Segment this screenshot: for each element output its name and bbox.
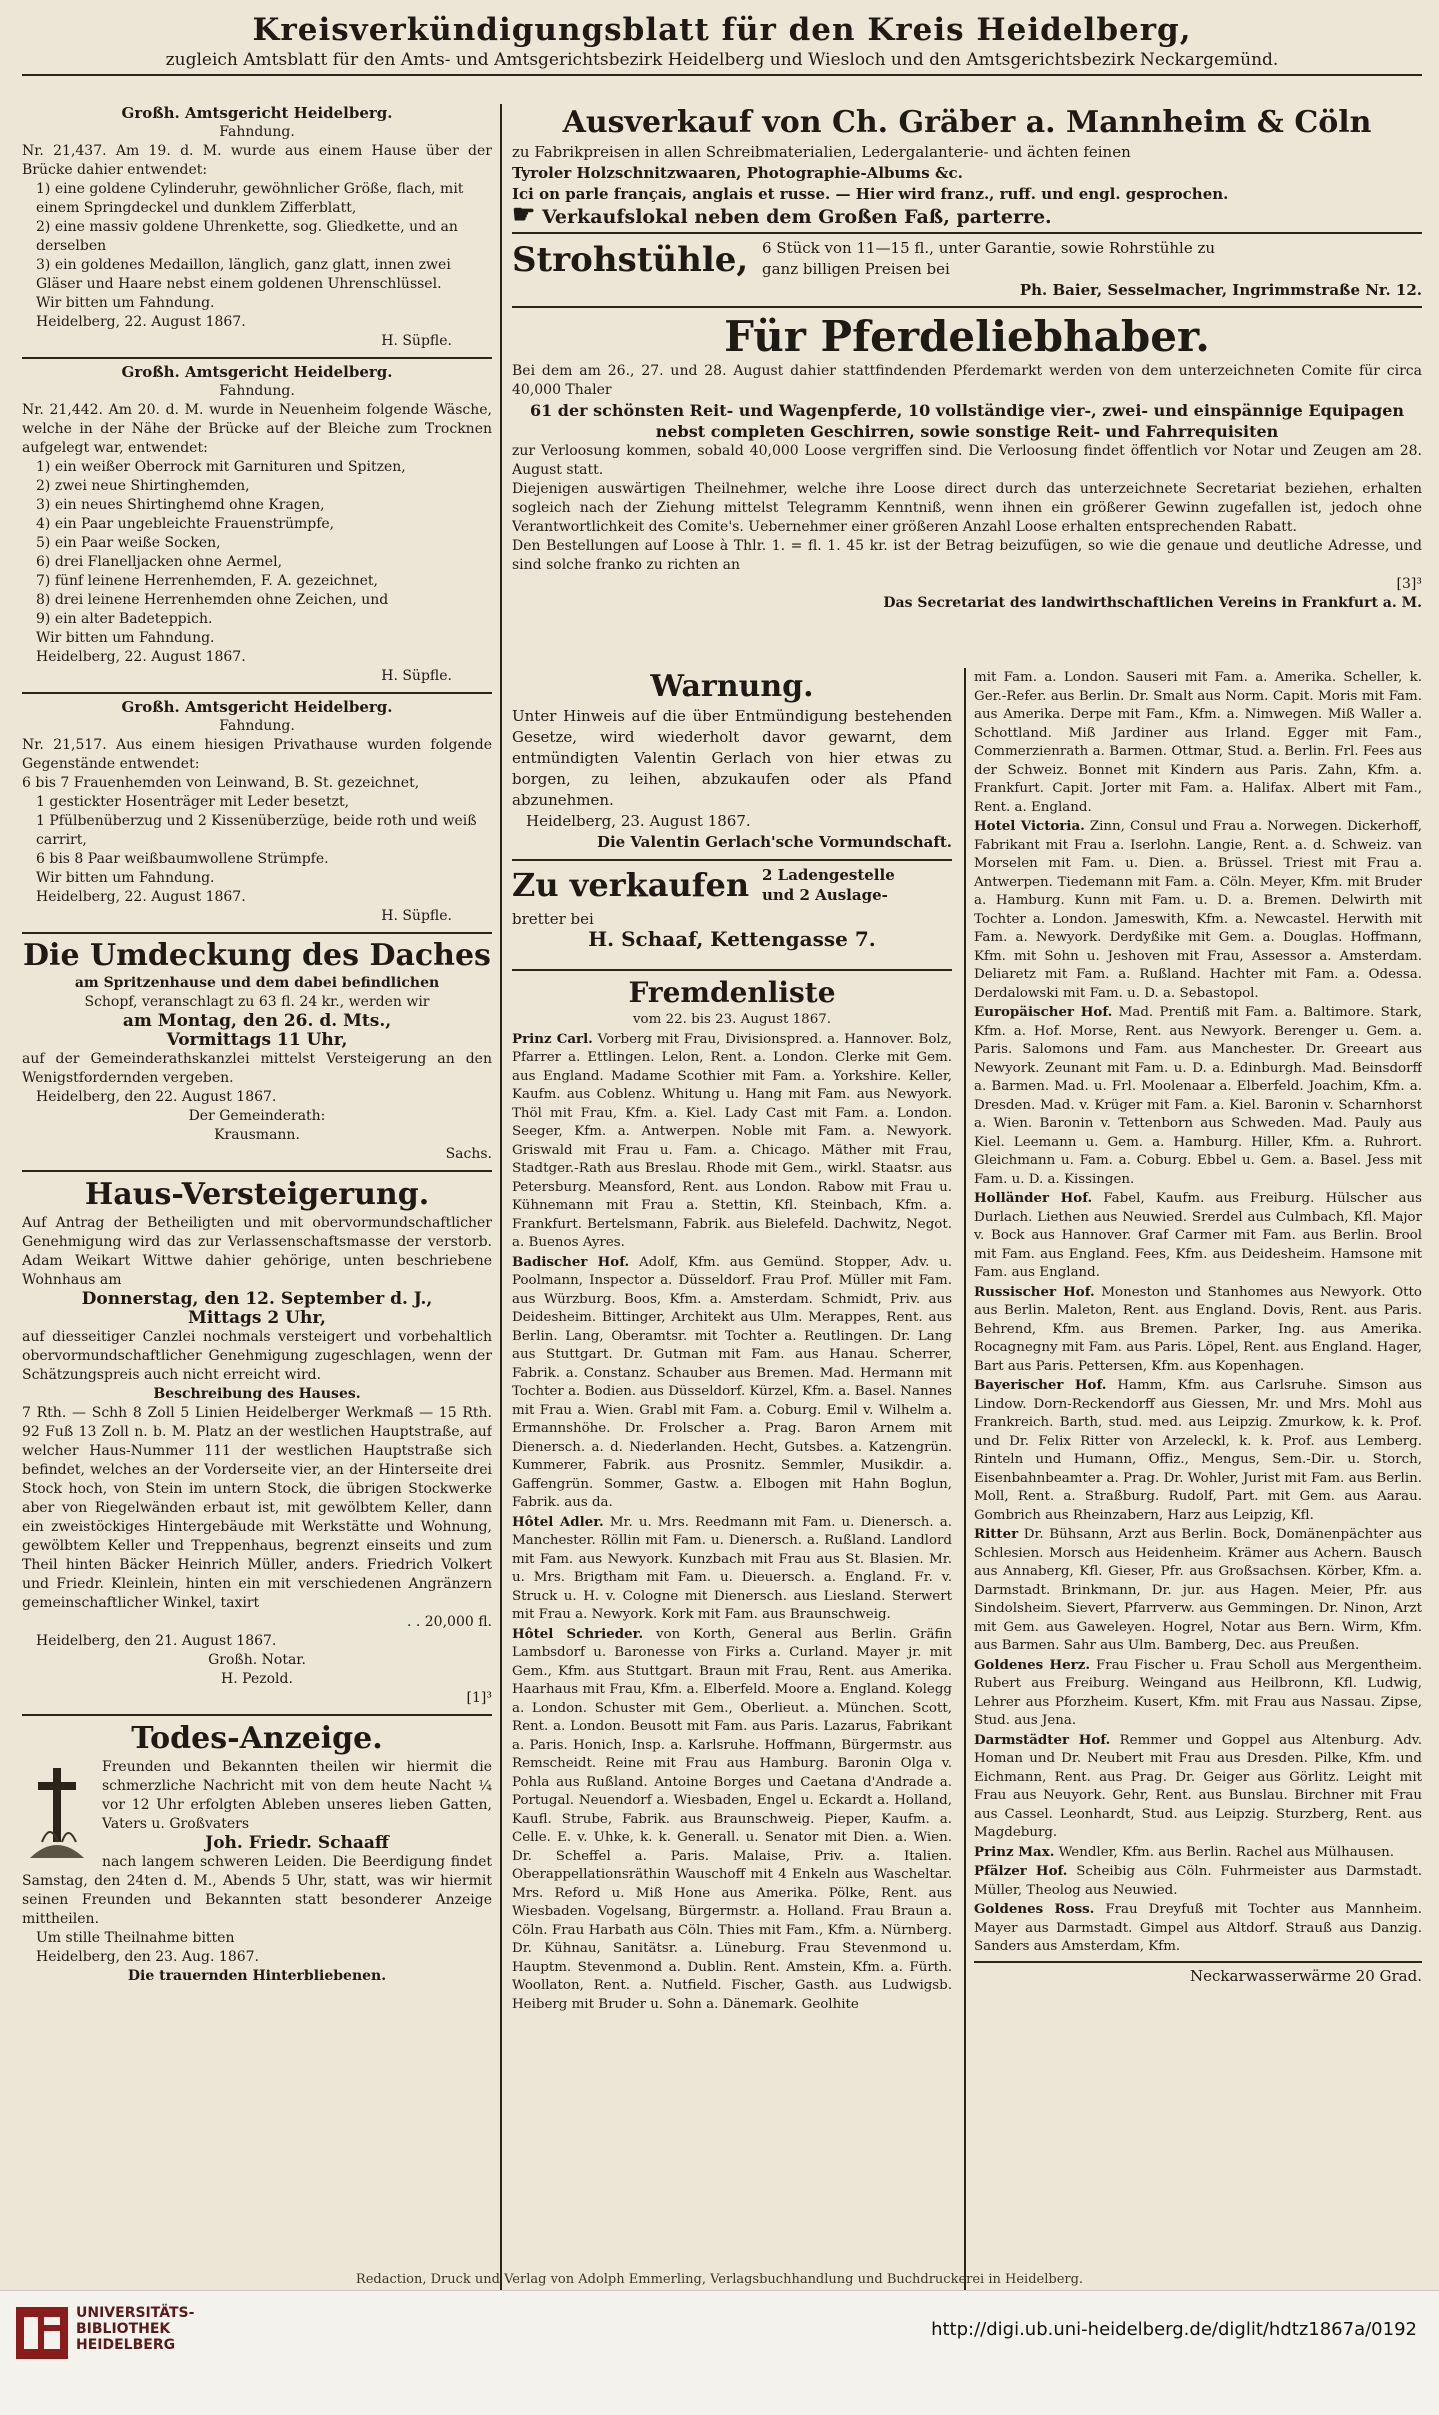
notice-body: 7 Rth. — Schh 8 Zoll 5 Linien Heidelberger Werkmaß — 15 Rth. 92 Fuß 13 Zoll n. b. M. Platz an der westlichen Hauptstraße, auf welcher Haus-Nummer 111 der westlichen Hauptstraße sich befindet, welches an der Vorderseite vier, an der Hinterseite drei Stock hoch, von Stein im untern Stock, die übrigen Stockwerke aber von Riegelwänden erbaut ist, mit gewölbtem Keller, dann ein zweistöckiges Hintergebäude mit Werkstätte und Wohnung, gewölbtem Keller und Treppenhaus, begrenzt einseits und zum Theil hinten Bäcker Heinrich Müller, anders. Friedrich Volkert und Friedr. Kleinlein, hinten ein mit verschiedenen Angränzern gemeinschaftlicher Winkel, taxirt [22, 1405, 492, 1611]
hotel-name: Europäischer Hof. [974, 1004, 1113, 1020]
imprint: Redaction, Druck und Verlag von Adolph Emmerling, Verlagsbuchhandlung und Buchdruckerei in Heidelberg. [355, 2272, 1084, 2287]
notice-date: Heidelberg, 23. August 1867. [526, 812, 751, 830]
notice-body: nach langem schweren Leiden. Die Beerdigung findet Samstag, den 24ten d. M., Abends 5 Uhr, statt, was wir hiermit seinen Freunden und Bekannten statt besonderer Anzeige mittheilen. [22, 1854, 492, 1927]
ad-ref: [3]³ [1396, 576, 1422, 592]
notice-head: Großh. Amtsgericht Heidelberg. [121, 363, 393, 381]
list-item: 8) drei leinene Herrenhemden ohne Zeichen, und [36, 592, 389, 608]
ad-line: Bei dem am 26., 27. und 28. August dahier stattfindenden Pferdemarkt werden von dem unterzeichneten Comite für circa 40,000 Thaler [512, 363, 1422, 398]
divider [512, 969, 952, 971]
notice-close: Wir bitten um Fahndung. [36, 630, 215, 646]
list-item: 9) ein alter Badeteppich. [36, 611, 213, 627]
list-item [512, 1513, 952, 1625]
notice-close: Wir bitten um Fahndung. [36, 295, 215, 311]
columns [22, 104, 1422, 2293]
ad-line: zur Verloosung kommen, sobald 40,000 Loose vergriffen sind. Die Verloosung findet öffentlich vor Notar und Zeugen am 28. August statt. [512, 443, 1422, 478]
list-item: 3) ein neues Shirtinghemd ohne Kragen, [36, 497, 325, 513]
hotel-name: Russischer Hof. [974, 1283, 1095, 1300]
list-item: 1 Pfülbenüberzug und 2 Kissenüberzüge, beide roth und weiß carrirt, [36, 813, 477, 848]
ad-line: zu Fabrikpreisen in allen Schreibmaterialien, Ledergalanterie- und ächten feinen [512, 143, 1131, 161]
ad-baier [512, 238, 1422, 302]
ad-line: Diejenigen auswärtigen Theilnehmer, welche ihre Loose direct durch das unterzeichnete Secretariat beziehen, erhalten sogleich nach der Ziehung mittelst Telegramm Kenntniß, wenn ihnen ein größerer Gewinn zugefallen ist, jedoch ohne Verantwortlichkeit des Comite's. Uebernehmer einer größeren Anzahl Loose erhalten entsprechenden Rabatt. [512, 481, 1422, 535]
notice-date: Heidelberg, den 23. Aug. 1867. [36, 1949, 259, 1965]
notice-line: am Spritzenhause und dem dabei befindlichen [74, 975, 440, 991]
hotel-name: Hôtel Adler. [512, 1513, 604, 1530]
notice-date: Heidelberg, den 22. August 1867. [36, 1089, 277, 1105]
column-rule [500, 104, 502, 2293]
column-rule [964, 668, 966, 2293]
guest-list: Dr. Bühsann, Arzt aus Berlin. Bock, Domänenpächter aus Schlesien. Morsch aus Heidenheim. Krämer aus Achern. Bausch aus Annaberg, Kfl. Gieser, Pfr. aus Großsachsen. Körber, Kfm. a. Darmstadt. Brinkmann, Dr. jur. aus Hagen. Meier, Pfr. aus Sindolsheim. Sievert, Pfarrverw. aus Gemmingen. Dr. Ninon, Arzt mit Gem. aus Gaweleyen. Hogrel, Notar aus Bern. Wirm, Kfm. aus Barmen. Sahr aus Ulm. Bamberg, Dec. aus Preußen. [974, 1527, 1422, 1653]
ad-line: und 2 Auslage- [762, 886, 888, 904]
divider [22, 1170, 492, 1172]
ad-line: Den Bestellungen auf Loose à Thlr. 1. = fl. 1. 45 kr. ist der Betrag beizufügen, so wie die genaue und deutliche Adresse, und sind solche franko zu richten an [512, 538, 1422, 573]
notice-body: Unter Hinweis auf die über Entmündigung bestehenden Gesetze, wird wiederholt davor gewarnt, dem entmündigten Valentin Gerlach von hier etwas zu borgen, zu leihen, abzukaufen oder als Pfand abzunehmen. [512, 707, 952, 809]
hotel-name: Prinz Max. [974, 1843, 1055, 1860]
divider [22, 1714, 492, 1716]
masthead-subtitle: zugleich Amtsblatt für den Amts- und Amtsgerichtsbezirk Heidelberg und Wiesloch und den Amtsgerichtsbezirk Neckargemünd. [165, 50, 1279, 70]
notice-date: Heidelberg, 22. August 1867. [36, 889, 246, 905]
list-item [974, 817, 1422, 1003]
list-item: 1) ein weißer Oberrock mit Garnituren und Spitzen, [36, 459, 406, 475]
hotel-name: Holländer Hof. [974, 1190, 1093, 1206]
divider [512, 232, 1422, 234]
notice-theft-1 [22, 104, 492, 351]
guest-list: Fabel, Kaufm. aus Freiburg. Hülscher aus Durlach. Liethen aus Neuwied. Srerdel aus Culmbach, Kfl. Major v. Bock aus Hannover. Graf Carmer mit Fam. aus Berlin. Brool mit Fam. aus England. Fees, Kfm. aus Deidesheim. Hamsone mit Fam. aus England. [974, 1191, 1422, 1280]
notice-death [22, 1720, 492, 1986]
notice-sub: Fahndung. [219, 383, 295, 399]
viewer-footer [0, 2290, 1439, 2415]
ad-line [512, 200, 1422, 230]
list-item: 6 bis 8 Paar weißbaumwollene Strümpfe. [36, 851, 329, 867]
newspaper-page [22, 8, 1422, 2293]
hotel-name: Prinz Carl. [512, 1030, 593, 1047]
notice-sign: H. Süpfle. [381, 908, 452, 924]
list-item [974, 1283, 1422, 1377]
list-item: 6) drei Flanelljacken ohne Aermel, [36, 554, 283, 570]
notice-sign: H. Süpfle. [381, 333, 452, 349]
deceased-name: Joh. Friedr. Schaaff [205, 1833, 389, 1853]
list-item: 2) eine massiv goldene Uhrenkette, sog. Gliedkette, und an derselben [36, 219, 458, 254]
guest-list: Moneston und Stanhomes aus Newyork. Otto aus Berlin. Maleton, Rent. aus England. Dovis, Rent. aus Paris. Behrend, Kfm. aus Bremen. Parker, Ing. aus Amerika. Rocagnegny mit Fam. aus Paris. Löpel, Rent. aus England. Hager, Bart aus Paris. Pettersen, Kfm. aus Kopenhagen. [974, 1284, 1422, 1374]
list-item: 1) eine goldene Cylinderuhr, gewöhnlicher Größe, flach, mit einem Springdeckel und dunklem Zifferblatt, [36, 181, 464, 216]
guest-list: Wendler, Kfm. aus Berlin. Rachel aus Mülhausen. [1058, 1844, 1395, 1860]
notice-sub: Fahndung. [219, 718, 295, 734]
notice-body: auf diesseitiger Canzlei nochmals versteigert und vorbehaltlich obervormundschaftlicher Genehmigung zugeschlagen, wenn der Schätzungspreis auch nicht erreicht wird. [22, 1329, 492, 1383]
notice-roof [22, 938, 492, 1164]
guest-list: Mad. Prentiß mit Fam. a. Baltimore. Stark, Kfm. a. Hof. Morse, Rent. aus Newyork. Berenger u. Gem. a. Paris. Salomons und Fam. aus Manchester. Dr. Greeart aus Newyork. Zeunant mit Fam. u. D. a. Edinburgh. Mad. Beinsdorff a. Barmen. Mad. u. Frl. Moolenaar a. Elberfeld. Joachim, Kfm. a. Dresden. Mad. v. Krüger mit Fam. a. Kiel. Baronin v. Scharnhorst a. Wien. Baronin v. Tettenborn aus Schweden. Mad. Pauly aus Kiel. Leemann u. Gem. a. Hamburg. Hiller, Kfm. a. Ruhrort. Gleichmann u. Fam. a. Coburg. Ebbel u. Gem. a. Basel. Jess mit Fam. u. D. a. Kissingen. [974, 1005, 1422, 1187]
library-name [76, 2305, 194, 2353]
notice-line: am Montag, den 26. d. Mts., [122, 1011, 392, 1031]
divider [22, 357, 492, 359]
notice-line: auf der Gemeinderathskanzlei mittelst Versteigerung an den Wenigstfordernden vergeben. [22, 1051, 492, 1086]
notice-warning [512, 668, 952, 853]
list-item: 1 gestickter Hosenträger mit Leder besetzt, [36, 794, 350, 810]
masthead-title: Kreisverkündigungsblatt für den Kreis Heidelberg, [252, 12, 1192, 48]
right-column [974, 668, 1422, 2293]
ad-head: Für Pferdeliebhaber. [724, 312, 1210, 361]
library-name-line: HEIDELBERG [76, 2337, 176, 2353]
notice-sign: Sachs. [445, 1146, 492, 1162]
list-item [512, 1030, 952, 1253]
notice-theft-2 [22, 363, 492, 686]
notice-subhead: Beschreibung des Hauses. [153, 1386, 361, 1402]
notice-sign: Die Valentin Gerlach'sche Vormundschaft. [596, 833, 952, 851]
ad-line: 2 Ladengestelle [762, 866, 895, 884]
ad-head: Ausverkauf von Ch. Gräber a. Mannheim & Cöln [562, 105, 1372, 140]
notice-sign: H. Pezold. [221, 1671, 293, 1687]
right-ads [512, 104, 1422, 613]
notice-body: 6 bis 7 Frauenhemden von Leinwand, B. St. gezeichnet, [22, 775, 420, 791]
ad-sign: H. Schaaf, Kettengasse 7. [588, 927, 876, 951]
guest-list: von Korth, General aus Berlin. Gräfin Lambsdorf u. Baronesse von Firks a. Curland. Mayer jr. mit Gem., Kfm. aus Stuttgart. Braun mit Frau, Rent. aus Amerika. Haarhaus mit Frau, Kfm. a. Elberfeld. Moore a. England. Kolegg a. London. Schuster mit Gem., Oberlieut. a. München. Scott, Rent. a. London. Beusott mit Fam. aus Paris. Lazarus, Fabrikant a. Paris. Honich, Insp. a. Karlsruhe. Hoffmann, Bürgermstr. aus Remscheidt. Reine mit Frau aus Hamburg. Baronin Olga v. Pohla aus Rußland. Antoine Borges und Caetana d'Andrade a. Portugal. Neuendorf a. Wiesbaden, Engel u. Eckardt a. Holland, Kaufl. Strube, Fabrik. aus Braunschweig. Pieper, Kaufm. a. Celle. E. v. Uhke, k. k. Generall. u. Senator mit Dien. a. Wien. Dr. Scheffel a. Paris. Malaise, Priv. a. Italien. Oberappellationsräthin Wauschoff mit 4 Enkeln aus Wascheltar. Mrs. Reford u. Miß Hone aus Amerika. Pölke, Rent. aus Wiesbaden. Vogelsang, Bürgermstr. a. Holland. Frau Braun a. Cöln. Frau Harbath aus Cöln. Thies mit Fam., Kfm. a. Nürnberg. Dr. Kühnau, Sanitätsr. a. Lüneburg. Frau Stevenmond u. Hauptm. Stevenmond a. Dublin. Rent. Amstein, Kfm. a. Fürth. Woollaton, Rent. a. Nutfield. Fischer, Gasth. aus Ludwigsb. Heiberg mit Bruder u. Sohn a. Dänemark. Geolhite [512, 1626, 952, 2012]
notice-date: Heidelberg, 22. August 1867. [36, 649, 246, 665]
guest-list: mit Fam. a. London. Sauseri mit Fam. a. Amerika. Scheller, k. Ger.-Refer. aus Berlin. Dr. Smalt aus Norm. Capit. Moris mit Fam. aus Amerika. Derpe mit Fam., Kfm. a. Nimwegen. Miß Waller a. Schottland. Miß Jardiner aus Irland. Egger mit Fam., Commerzienrath a. Barmen. Ottmar, Stud. a. Berlin. Frl. Fees aus der Schweiz. Bonnet mit Kindern aus Paris. Zahn, Kfm. a. Frankfurt. Capit. Jorter mit Fam. a. Halifax. Albert mit Fam., Rent. a. England. [974, 670, 1422, 815]
list-item: 2) zwei neue Shirtinghemden, [36, 478, 250, 494]
list-item [974, 1003, 1422, 1189]
divider [22, 692, 492, 694]
ad-line: 61 der schönsten Reit- und Wagenpferde, 10 vollständige vier-, zwei- und einspännige Equipagen nebst completen Geschirren, sowie sonstige Reit- und Fahrrequisiten [529, 401, 1405, 441]
hotel-name: Goldenes Herz. [974, 1656, 1091, 1673]
notice-head: Großh. Amtsgericht Heidelberg. [121, 698, 393, 716]
notice-head: Großh. Amtsgericht Heidelberg. [121, 104, 393, 122]
notice-line: Schopf, veranschlagt zu 63 fl. 24 kr., werden wir [84, 994, 430, 1010]
guest-list: Vorberg mit Frau, Divisionspred. a. Hannover. Bolz, Pfarrer a. Ettlingen. Lelon, Rent. a. London. Clerke mit Gem. aus England. Madame Scothier mit Fam. a. Yorkshire. Keller, Kaufm. aus Coblenz. Whitung u. Hang mit Fam. aus Newyork. Thöl mit Frau, Kfm. a. Kiel. Lady Cast mit Fam. a. London. Seeger, Kfm. a. Antwerpen. Noble mit Fam. a. Newyork. Griswald mit Frau u. Fam. a. Chicago. Mäther mit Frau, Stadtger.-Rath aus Breslau. Rhode mit Gem., wirkl. Staatsr. aus Petersburg. Meansford, Rent. aus London. Rabow mit Frau u. Kühnemann mit Frau a. Stettin, Kfl. Steinbach, Kfm. a. Frankfurt. Bertelsmann, Fabrik. aus Bielefeld. Dachwitz, Negot. a. Buenos Ayres. [512, 1031, 952, 1250]
notice-body: Um stille Theilnahme bitten [36, 1930, 235, 1946]
notice-line: Vormittags 11 Uhr, [166, 1030, 348, 1050]
ad-sign: Ph. Baier, Sesselmacher, Ingrimmstraße Nr. 12. [1019, 281, 1422, 299]
guest-list: Hamm, Kfm. aus Carlsruhe. Simson aus Lindow. Dorn-Reckendorff aus Giessen, Mr. und Mrs. Mohl aus Frankreich. Barth, stud. med. aus Leipzig. Zmurkow, k. k. Prof. und Dr. Felix Ritter von Arzeleckl, k. k. Prof. aus Lemberg. Rinteln und Humann, Offiz., Mengus, Sem.-Dir. u. Storch, Eisenbahnbeamter a. Prag. Dr. Wohler, Jurist mit Fam. aus Berlin. Moll, Rent. a. Straßburg. Rudolf, Part. mit Gem. aus Aarau. Gombrich aus Rheinzabern, Harz aus Leipzig, Kfl. [974, 1378, 1422, 1523]
notice-head: Haus-Versteigerung. [84, 1177, 430, 1212]
cross-icon [22, 1762, 92, 1862]
list-item [974, 1525, 1422, 1656]
library-logo-icon[interactable] [16, 2307, 68, 2359]
masthead-rule [22, 74, 1422, 76]
divider [22, 932, 492, 934]
pointing-hand-icon: ☛ [512, 200, 536, 230]
list-item [974, 1862, 1422, 1900]
notice-auction [22, 1176, 492, 1708]
divider [512, 859, 952, 861]
list-item: 4) ein Paar ungebleichte Frauenstrümpfe, [36, 516, 335, 532]
guest-list: Frau Dreyfuß mit Tochter aus Mannheim. Mayer aus Darmstadt. Gimpel aus Altdorf. Strauß aus Danzig. Sanders aus Amsterdam, Kfm. [974, 1902, 1422, 1954]
middle-column [512, 668, 952, 2293]
ad-pferde [512, 312, 1422, 613]
notice-head: Warnung. [650, 669, 814, 704]
ad-zu-verkaufen [512, 865, 952, 965]
fremdenliste [512, 975, 952, 2014]
water-temperature: Neckarwasserwärme 20 Grad. [1190, 1966, 1422, 1985]
divider [974, 1961, 1422, 1963]
guest-list: Mr. u. Mrs. Reedmann mit Fam. u. Dienersch. a. Manchester. Röllin mit Fam. u. Dienersch. a. Rußland. Landlord mit Fam. aus Newyork. Kunzbach mit Frau aus St. Blasien. Mr. u. Mrs. Brigtham mit Fam. u. Dieuersch. a. England. Fr. v. Struck u. H. v. Cologne mit Dienersch. aus Liesland. Sterwert mit Frau a. Newyork. Kork mit Fam. aus Braunschweig. [512, 1514, 952, 1622]
fremden-head: Fremdenliste [628, 976, 836, 1009]
list-item [974, 1189, 1422, 1283]
notice-sign: Die trauernden Hinterbliebenen. [127, 1968, 387, 1984]
hotel-name: Goldenes Ross. [974, 1901, 1095, 1917]
ad-line: Tyroler Holzschnitzwaaren, Photographie-Albums &c. [512, 164, 963, 182]
notice-intro: Nr. 21,442. Am 20. d. M. wurde in Neuenheim folgende Wäsche, welche in der Nähe der Brücke auf der Bleiche zum Trocknen aufgelegt war, entwendet: [22, 402, 492, 456]
list-item [974, 668, 1422, 817]
notice-date: Heidelberg, 22. August 1867. [36, 314, 246, 330]
notice-intro: Nr. 21,517. Aus einem hiesigen Privathause wurden folgende Gegenstände entwendet: [22, 737, 492, 772]
notice-council: Der Gemeinderath: [188, 1108, 326, 1124]
permalink-url[interactable]: http://digi.ub.uni-heidelberg.de/diglit/hdtz1867a/0192 [931, 2319, 1417, 2340]
ad-sign: Das Secretariat des landwirthschaftlichen Vereins in Frankfurt a. M. [883, 595, 1422, 611]
guest-list: Adolf, Kfm. aus Gemünd. Stopper, Adv. u. Poolmann, Inspector a. Düsseldorf. Frau Prof. Müller mit Fam. aus Würzburg. Boos, Kfm. a. Amsterdam. Schmidt, Priv. aus Deidesheim. Bittinger, Architekt aus Ulm. Merappes, Rent. aus Berlin. Lang, Oberamtsr. mit Tochter a. Reutlingen. Dr. Lang aus Stuttgart. Dr. Gutman mit Fam. aus Hanau. Scherrer, Fabrik. a. Constanz. Schauber aus Bremen. Mad. Hermann mit Tochter a. Bodien. aus Düsseldorf. Kürzel, Kfm. a. Basel. Nannes mit Frau a. Wien. Grabl mit Fam. a. Coburg. Emil v. Wilhelm a. Ermannshöhe. Dr. Frolscher a. Prag. Baron Arnem mit Dienersch. a. d. Niederlanden. Hecht, Gutsbes. a. Katzengrün. Kummerer, Fabrik. aus Prosnitz. Semmler, Musikdir. a. Gaffengrün. Sommer, Gastw. a. Elbogen mit Hahn Boglun, Fabrik. aus da. [512, 1254, 952, 1510]
guest-list: Zinn, Consul und Frau a. Norwegen. Dickerhoff, Fabrikant mit Frau a. Iserlohn. Langie, Rent. a. d. Schweiz. van Morselen mit Fam. u. Dien. a. Brüssel. Triest mit Frau a. Antwerpen. Tiedemann mit Fam. a. Cöln. Meyer, Kfm. mit Bruder a. Hamburg. Kunn mit Fam. u. D. a. Bremen. Delwirth mit Tochter a. London. Jameswith, Kfm. a. Newcastel. Herwith mit Fam. a. Newyork. Derdyßike mit Gem. a. Douglas. Hoffmann, Kfm. mit Sohn u. Jeshoven mit Frau, Assessor a. Amsterdam. Deliaretz mit Fam. a. Rußland. Hachter mit Fam. a. Odessa. Derdalowski mit Fam. u. D. a. Sebastopol. [974, 819, 1422, 1001]
list-item [512, 1625, 952, 2015]
list-item: 5) ein Paar weiße Socken, [36, 535, 221, 551]
ad-line-text: Verkaufslokal neben dem Großen Faß, parterre. [541, 206, 1052, 228]
notice-sign: Krausmann. [214, 1127, 300, 1143]
list-item: 7) fünf leinene Herrenhemden, F. A. gezeichnet, [36, 573, 378, 589]
list-item [974, 1656, 1422, 1731]
hotel-name: Bayerischer Hof. [974, 1377, 1107, 1393]
notice-price: . . 20,000 fl. [406, 1614, 492, 1630]
library-name-line: UNIVERSITÄTS- [76, 2305, 195, 2321]
list-item [974, 1843, 1422, 1863]
notice-close: Wir bitten um Fahndung. [36, 870, 215, 886]
notice-sub: Fahndung. [219, 124, 295, 140]
list-item: 3) ein goldenes Medaillon, länglich, ganz glatt, innen zwei Gläser und Haare nebst einem goldenen Uhrenschlüssel. [36, 257, 451, 292]
ad-line: Ici on parle français, anglais et russe. — Hier wird franz., ruff. und engl. gesprochen. [512, 185, 1229, 203]
hotel-name: Pfälzer Hof. [974, 1863, 1068, 1879]
notice-notary: Großh. Notar. [208, 1652, 306, 1668]
list-item [974, 1900, 1422, 1957]
notice-head: Die Umdeckung des Daches [23, 938, 491, 973]
notice-body: Auf Antrag der Betheiligten und mit obervormundschaftlicher Genehmigung wird das zur Verlassenschaftsmasse der verstorb. Adam Weikart Wittwe dahier gehörige, unten beschriebene Wohnhaus am [22, 1215, 492, 1288]
notice-sign: H. Süpfle. [381, 668, 452, 684]
ad-line: ganz billigen Preisen bei [762, 260, 950, 278]
notice-date: Heidelberg, den 21. August 1867. [36, 1633, 277, 1649]
ad-head: Zu verkaufen [512, 866, 750, 904]
fremden-dates: vom 22. bis 23. August 1867. [632, 1012, 831, 1027]
ad-line: 6 Stück von 11—15 fl., unter Garantie, sowie Rohrstühle zu [762, 239, 1216, 257]
notice-date-line: Donnerstag, den 12. September d. J., [81, 1289, 433, 1309]
notice-theft-3 [22, 698, 492, 926]
list-item [974, 1376, 1422, 1525]
notice-body: Freunden und Bekannten theilen wir hiermit die schmerzliche Nachricht mit von dem heute Nacht ¼ vor 12 Uhr erfolgten Ableben unseres lieben Gatten, Vaters u. Großvaters [102, 1759, 492, 1832]
guest-list: Scheibig aus Cöln. Fuhrmeister aus Darmstadt. Müller, Theolog aus Neuwied. [974, 1864, 1422, 1898]
notice-time-line: Mittags 2 Uhr, [188, 1308, 326, 1328]
hotel-name: Badischer Hof. [512, 1253, 630, 1270]
ad-head: Strohstühle, [512, 240, 749, 280]
hotel-name: Ritter [974, 1526, 1019, 1542]
hotel-name: Hôtel Schrieder. [512, 1625, 644, 1642]
notice-intro: Nr. 21,437. Am 19. d. M. wurde aus einem Hause über der Brücke dahier entwendet: [22, 143, 492, 178]
guest-list: Remmer und Goppel aus Altenburg. Adv. Homan und Dr. Neubert mit Frau aus Dresden. Pilke, Kfm. und Eichmann, Rent. aus Prag. Dr. Geiger aus Görlitz. Leight mit Frau aus Neuyork. Gehr, Rent. aus Bunslau. Birchner mit Frau aus Cassel. Leonhardt, Stud. aus Leipzig. Sturzberg, Rent. aus Magdeburg. [974, 1732, 1422, 1840]
divider [512, 306, 1422, 308]
list-item [974, 1731, 1422, 1843]
hotel-name: Hotel Victoria. [974, 818, 1085, 834]
notice-head: Todes-Anzeige. [131, 1721, 383, 1756]
list-item [512, 1253, 952, 1513]
library-name-line: BIBLIOTHEK [76, 2321, 171, 2337]
ad-line: bretter bei [512, 910, 594, 928]
guest-list: Frau Fischer u. Frau Scholl aus Mergentheim. Rubert aus Freiburg. Weingand aus Heilbronn, Kfl. Ludwig, Lehrer aus Pforzheim. Kusert, Kfm. mit Frau aus Nassau. Zipse, Stud. aus Jena. [974, 1657, 1422, 1728]
ad-graeber [512, 104, 1422, 228]
notice-ref: [1]³ [466, 1690, 492, 1706]
left-column [22, 104, 492, 2293]
hotel-name: Darmstädter Hof. [974, 1731, 1111, 1748]
